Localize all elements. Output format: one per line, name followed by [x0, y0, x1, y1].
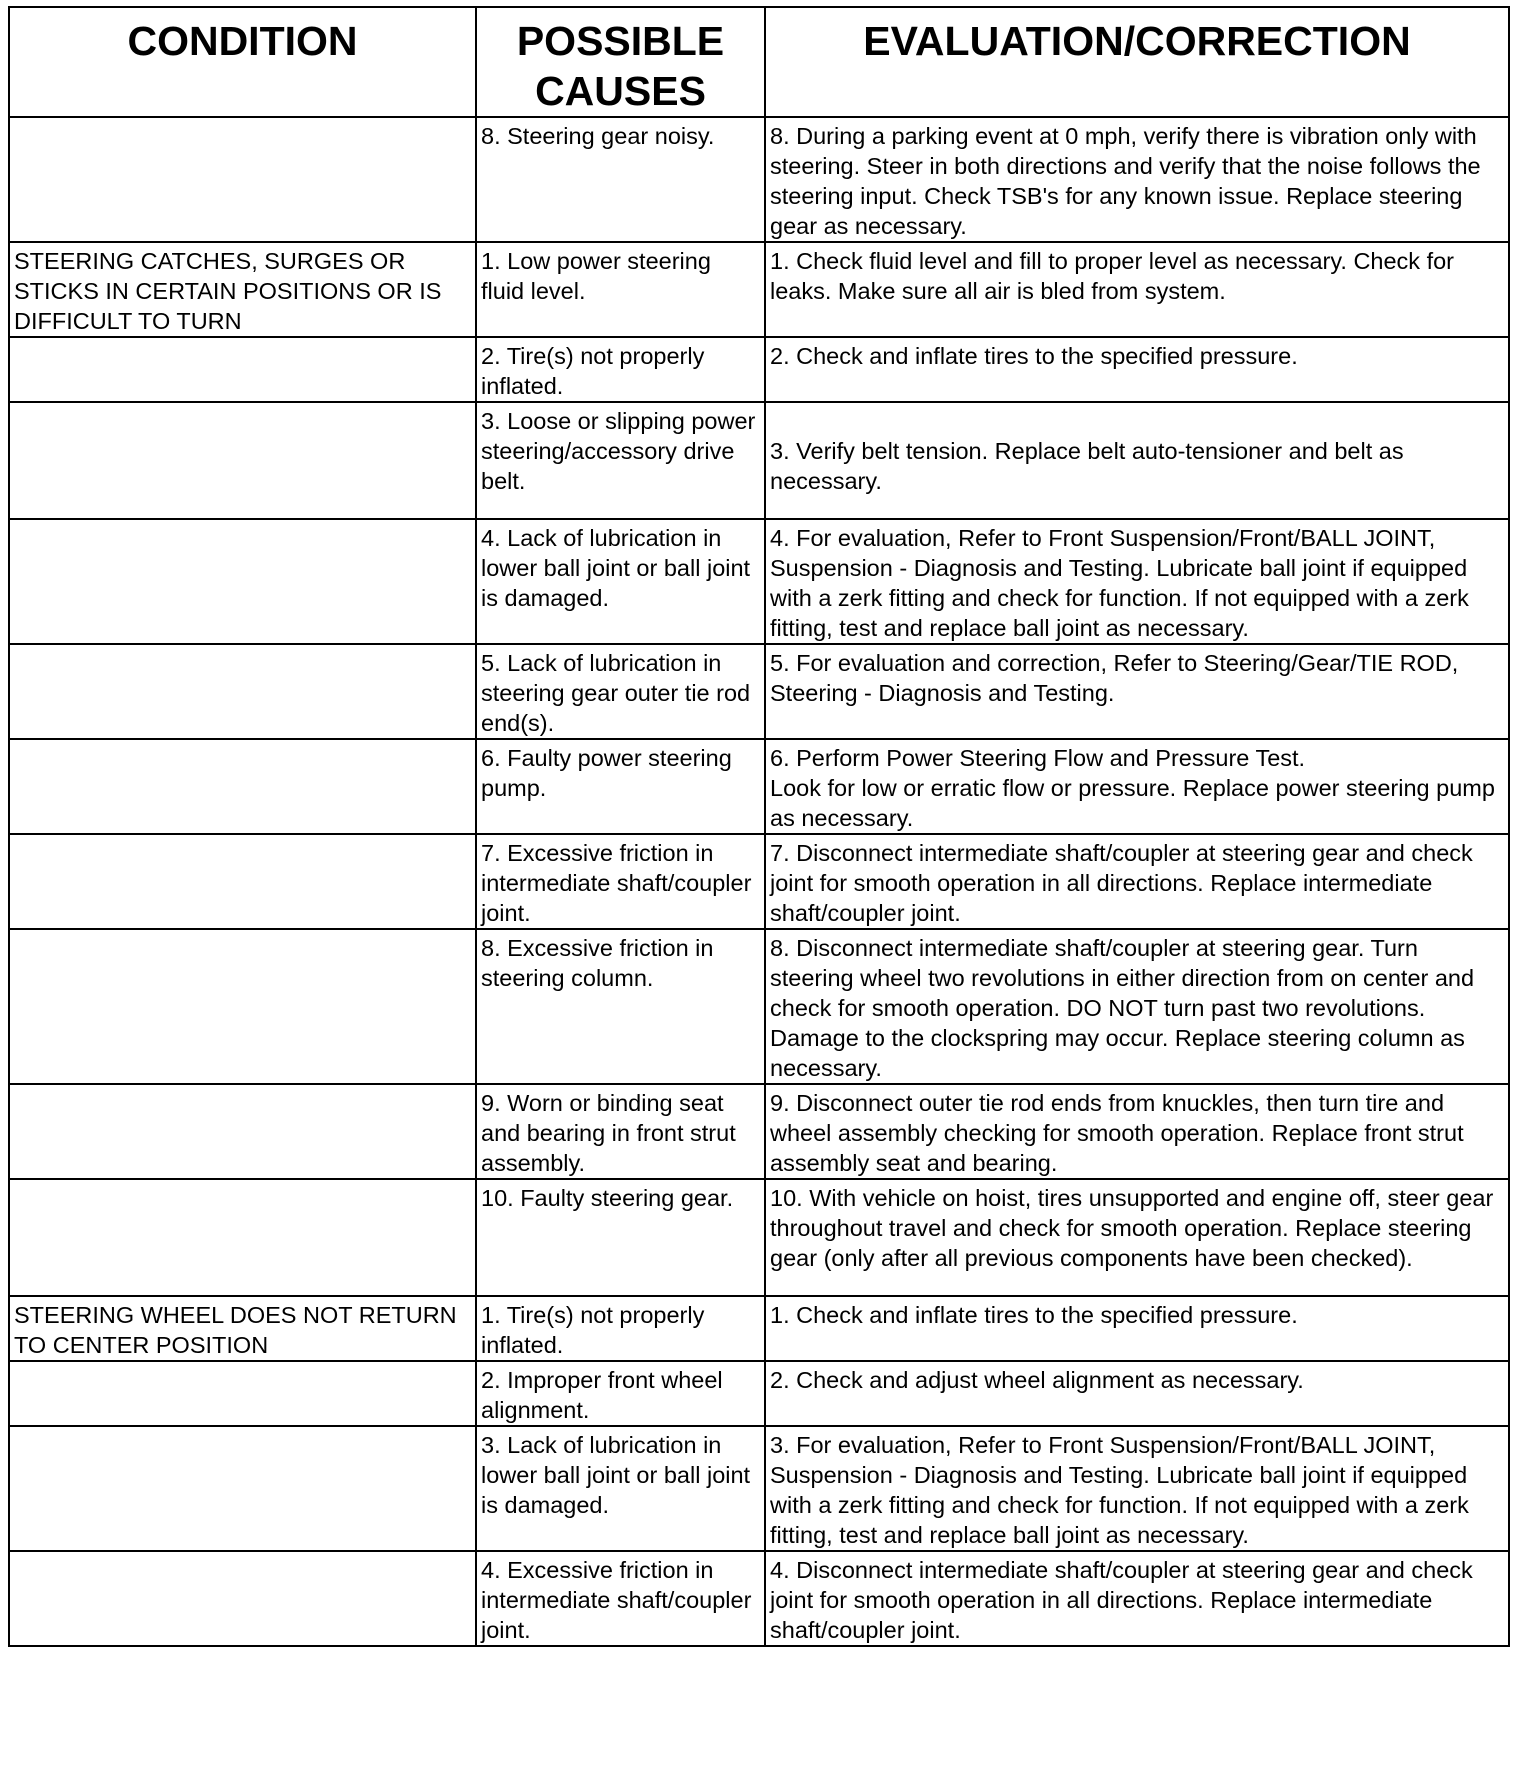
condition-cell	[9, 834, 476, 929]
evaluation-cell	[765, 519, 1509, 644]
table-row	[9, 337, 1509, 402]
cause-cell	[476, 242, 765, 337]
table-row	[9, 1361, 1509, 1426]
condition-cell	[9, 1361, 476, 1426]
table-row	[9, 929, 1509, 1084]
cause-cell	[476, 834, 765, 929]
condition-cell	[9, 337, 476, 402]
evaluation-cell	[765, 1084, 1509, 1179]
evaluation-cell	[765, 1361, 1509, 1426]
condition-cell	[9, 1296, 476, 1361]
table-row	[9, 519, 1509, 644]
evaluation-cell-text: 3. For evaluation, Refer to Front Suspension/Front/BALL JOINT, Suspension - Diagnosis and Testing. Lubricate ball joint if equipped with a zerk fitting and check for function. If not equipped with a zerk fitting, test and replace ball joint as necessary.	[770, 1432, 1469, 1548]
cause-cell-text: 8. Steering gear noisy.	[481, 123, 715, 149]
cause-cell-text: 5. Lack of lubrication in steering gear outer tie rod end(s).	[481, 650, 751, 736]
evaluation-cell	[765, 117, 1509, 242]
evaluation-cell	[765, 1426, 1509, 1551]
table-row	[9, 834, 1509, 929]
cause-cell-text: 3. Loose or slipping power steering/accessory drive belt.	[481, 408, 756, 494]
table-row	[9, 1179, 1509, 1296]
cause-cell-text: 7. Excessive friction in intermediate shaft/coupler joint.	[481, 840, 752, 926]
evaluation-cell-text: 8. During a parking event at 0 mph, verify there is vibration only with steering. Steer in both directions and verify that the noise follows the steering input. Check TSB's for any known issue. Replace steering gear as necessary.	[770, 123, 1481, 239]
cause-cell-text: 6. Faulty power steering pump.	[481, 745, 732, 801]
evaluation-cell	[765, 834, 1509, 929]
cause-cell-text: 3. Lack of lubrication in lower ball joint or ball joint is damaged.	[481, 1432, 751, 1518]
condition-cell	[9, 117, 476, 242]
condition-cell	[9, 739, 476, 834]
condition-cell	[9, 1426, 476, 1551]
header-condition: CONDITION	[9, 7, 476, 117]
condition-cell	[9, 644, 476, 739]
diagnosis-table	[8, 6, 1510, 1647]
evaluation-cell-text: 9. Disconnect outer tie rod ends from knuckles, then turn tire and wheel assembly checking for smooth operation. Replace front strut assembly seat and bearing.	[770, 1090, 1464, 1176]
table-row	[9, 1551, 1509, 1646]
evaluation-cell	[765, 1551, 1509, 1646]
evaluation-cell-text: 8. Disconnect intermediate shaft/coupler at steering gear. Turn steering wheel two revolutions in either direction from on center and check for smooth operation. DO NOT turn past two revolutions. Damage to the clockspring may occur. Replace steering column as necessary.	[770, 935, 1475, 1081]
evaluation-cell-text: 2. Check and adjust wheel alignment as necessary.	[770, 1367, 1304, 1393]
evaluation-cell-text: 5. For evaluation and correction, Refer to Steering/Gear/TIE ROD, Steering - Diagnosis and Testing.	[770, 650, 1459, 706]
condition-cell	[9, 402, 476, 519]
cause-cell	[476, 337, 765, 402]
condition-cell	[9, 519, 476, 644]
cause-cell-text: 10. Faulty steering gear.	[481, 1185, 734, 1211]
condition-cell	[9, 1551, 476, 1646]
cause-cell	[476, 519, 765, 644]
table-row	[9, 1426, 1509, 1551]
condition-cell	[9, 1179, 476, 1296]
table-row	[9, 1084, 1509, 1179]
cause-cell	[476, 1551, 765, 1646]
cause-cell-text: 1. Low power steering fluid level.	[481, 248, 711, 304]
condition-cell-text: STEERING WHEEL DOES NOT RETURN TO CENTER POSITION	[14, 1302, 457, 1358]
cause-cell	[476, 739, 765, 834]
table-row	[9, 644, 1509, 739]
evaluation-cell	[765, 402, 1509, 519]
evaluation-cell	[765, 242, 1509, 337]
evaluation-cell	[765, 1296, 1509, 1361]
evaluation-cell	[765, 644, 1509, 739]
cause-cell-text: 8. Excessive friction in steering column.	[481, 935, 714, 991]
cause-cell-text: 4. Excessive friction in intermediate shaft/coupler joint.	[481, 1557, 752, 1643]
evaluation-cell-text: 7. Disconnect intermediate shaft/coupler at steering gear and check joint for smooth operation in all directions. Replace intermediate shaft/coupler joint.	[770, 840, 1473, 926]
table-row	[9, 402, 1509, 519]
evaluation-cell-text: 10. With vehicle on hoist, tires unsupported and engine off, steer gear throughout travel and check for smooth operation. Replace steering gear (only after all previous components have been checked).	[770, 1185, 1494, 1271]
condition-cell	[9, 1084, 476, 1179]
evaluation-cell-text: 3. Verify belt tension. Replace belt auto-tensioner and belt as necessary.	[770, 438, 1404, 494]
evaluation-cell-text: 4. Disconnect intermediate shaft/coupler at steering gear and check joint for smooth operation in all directions. Replace intermediate shaft/coupler joint.	[770, 1557, 1473, 1643]
header-possible-causes: POSSIBLE CAUSES	[476, 7, 765, 117]
evaluation-cell-text: 6. Perform Power Steering Flow and Pressure Test. Look for low or erratic flow or pressure. Replace power steering pump as necessary.	[770, 745, 1495, 831]
cause-cell	[476, 1361, 765, 1426]
table-row	[9, 739, 1509, 834]
table-row	[9, 1296, 1509, 1361]
cause-cell	[476, 929, 765, 1084]
condition-cell	[9, 929, 476, 1084]
evaluation-cell	[765, 739, 1509, 834]
cause-cell	[476, 644, 765, 739]
evaluation-cell-text: 2. Check and inflate tires to the specified pressure.	[770, 343, 1298, 369]
evaluation-cell-text: 1. Check and inflate tires to the specified pressure.	[770, 1302, 1298, 1328]
cause-cell	[476, 1426, 765, 1551]
table-row	[9, 242, 1509, 337]
header-row	[9, 7, 1509, 117]
condition-cell-text: STEERING CATCHES, SURGES OR STICKS IN CERTAIN POSITIONS OR IS DIFFICULT TO TURN	[14, 248, 442, 334]
table-row	[9, 117, 1509, 242]
cause-cell	[476, 1296, 765, 1361]
evaluation-cell	[765, 1179, 1509, 1296]
cause-cell-text: 1. Tire(s) not properly inflated.	[481, 1302, 705, 1358]
cause-cell	[476, 1084, 765, 1179]
cause-cell-text: 2. Tire(s) not properly inflated.	[481, 343, 705, 399]
evaluation-cell	[765, 929, 1509, 1084]
cause-cell	[476, 402, 765, 519]
cause-cell-text: 9. Worn or binding seat and bearing in front strut assembly.	[481, 1090, 736, 1176]
evaluation-cell-text: 4. For evaluation, Refer to Front Suspension/Front/BALL JOINT, Suspension - Diagnosis and Testing. Lubricate ball joint if equipped with a zerk fitting and check for function. If not equipped with a zerk fitting, test and replace ball joint as necessary.	[770, 525, 1469, 641]
table-body	[9, 117, 1509, 1646]
condition-cell	[9, 242, 476, 337]
cause-cell-text: 4. Lack of lubrication in lower ball joint or ball joint is damaged.	[481, 525, 751, 611]
evaluation-cell	[765, 337, 1509, 402]
cause-cell	[476, 117, 765, 242]
evaluation-cell-text: 1. Check fluid level and fill to proper level as necessary. Check for leaks. Make sure all air is bled from system.	[770, 248, 1455, 304]
header-evaluation-correction: EVALUATION/CORRECTION	[765, 7, 1509, 117]
cause-cell-text: 2. Improper front wheel alignment.	[481, 1367, 723, 1423]
cause-cell	[476, 1179, 765, 1296]
